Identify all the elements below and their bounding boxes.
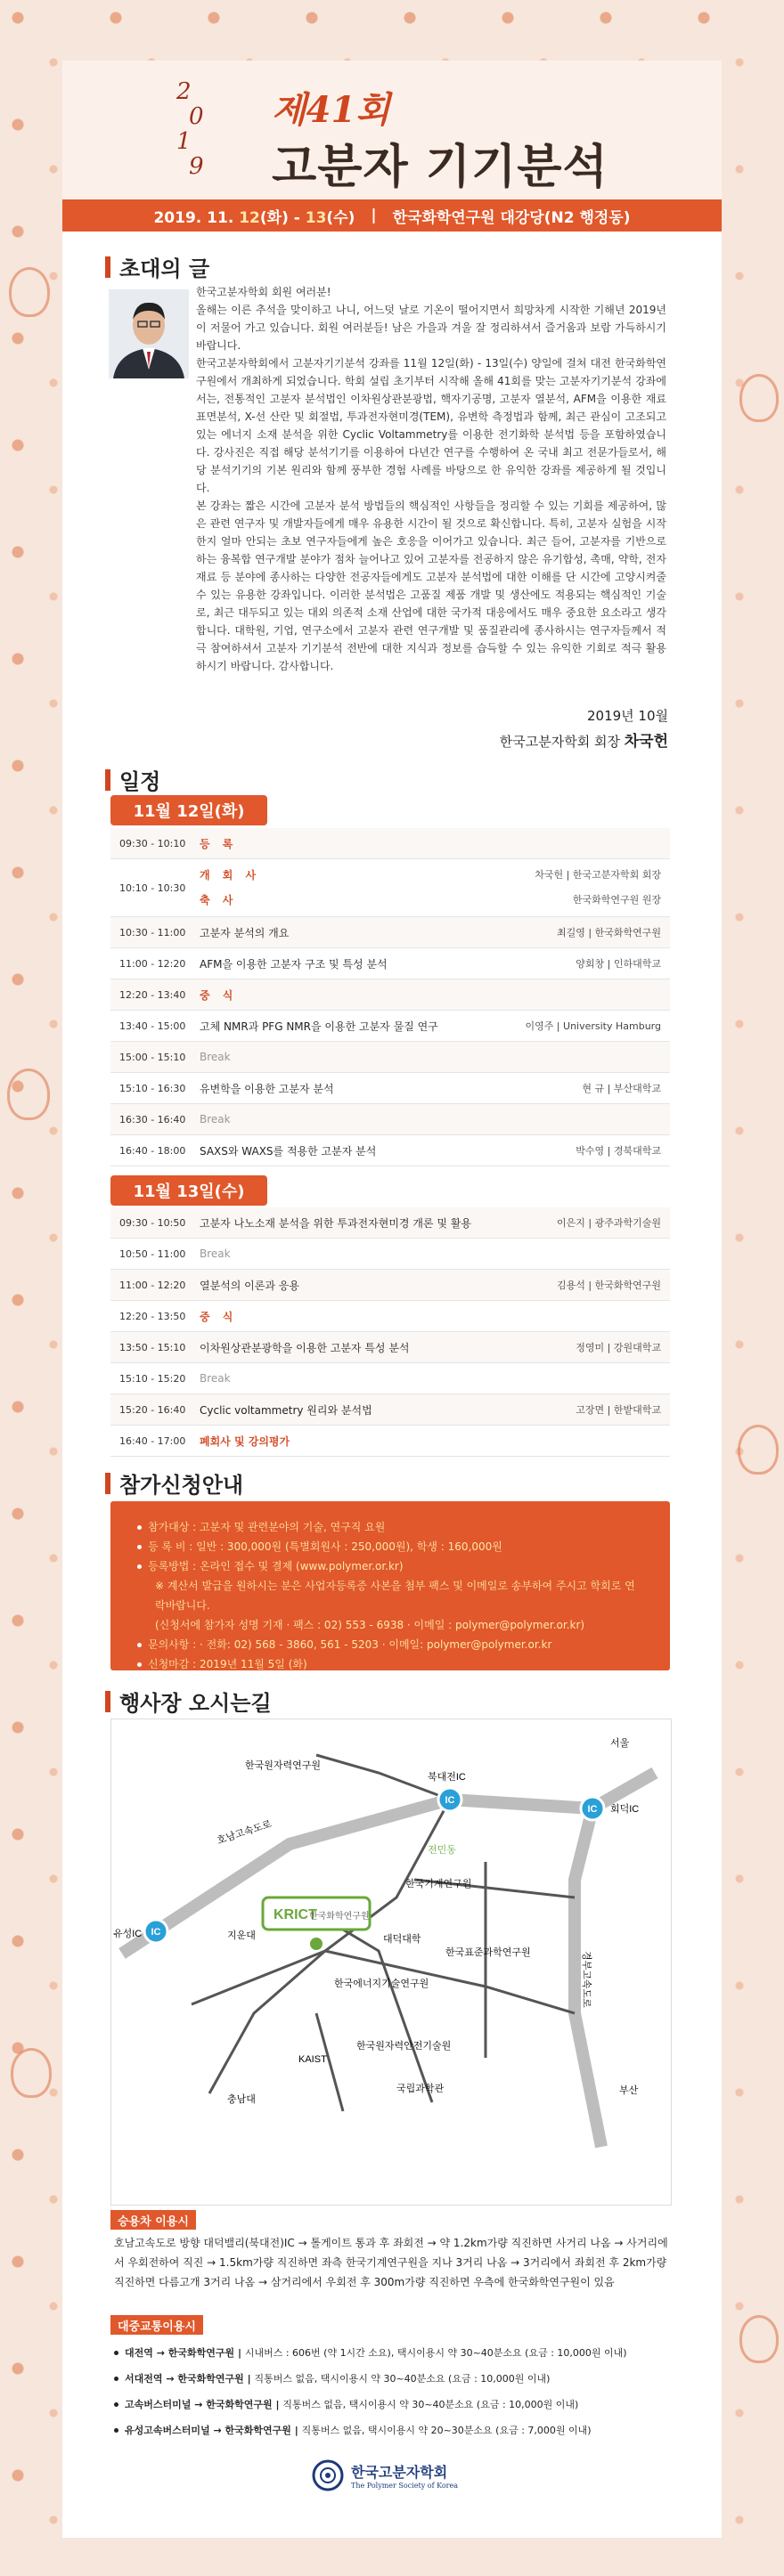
map-label: 국립과학관 [396, 2084, 445, 2094]
registration-item: 등 록 비 : 일반 : 300,000원 (특별회원사 : 250,000원), 학생 : 160,000원 [137, 1537, 643, 1556]
greeting-date: 2019년 10월 [586, 708, 668, 724]
transit-item: 서대전역 → 한국화학연구원 | 직통버스 없음, 택시이용시 약 30~40분소요 (요금 : 10,000원 이내) [114, 2366, 668, 2392]
schedule-title: 개 회 사 축 사 [200, 869, 261, 906]
greeting-paragraph: 올해는 이른 추석을 맞이하고 나니, 어느덧 날로 기온이 떨어지면서 희망차게 시작한 기해년 2019년이 저물어 가고 있습니다. 회원 여러분들! 남은 가을과 겨울 잘 정리하셔서 즐거움과 보람 가득하시기 바랍니다. [196, 304, 666, 352]
map-label: 부산 [619, 2085, 639, 2096]
transit-tag: 대중교통이용시 [110, 2315, 203, 2335]
schedule-row [110, 1104, 670, 1135]
schedule-row [110, 1301, 670, 1332]
section-heading-directions: 행사장 오시는길 [105, 1686, 272, 1717]
schedule-speaker: 정영미 | 강원대학교 [576, 1342, 661, 1353]
banner-venue: 한국화학연구원 대강당(N2 행정동) [392, 208, 631, 227]
transit-list [114, 2340, 668, 2443]
schedule-title: Break [200, 1113, 231, 1125]
greeting-signer: 한국고분자학회 회장 차국헌 [499, 733, 668, 751]
schedule-title: 이차원상관분광학을 이용한 고분자 특성 분석 [200, 1341, 410, 1354]
year-digit: 9 [189, 153, 204, 180]
schedule-speaker: 고장면 | 한밭대학교 [576, 1404, 661, 1416]
schedule-speaker: 이영주 | University Hamburg [525, 1020, 661, 1032]
transit-item: 대전역 → 한국화학연구원 | 시내버스 : 606번 (약 1시간 소요), 택시이용시 약 30~40분소요 (요금 : 10,000원 이내) [114, 2340, 668, 2366]
schedule-title: 중 식 [200, 988, 238, 1002]
map-label-seoul: 서울 [610, 1738, 630, 1749]
flask-icon [738, 1425, 779, 1475]
year-digit: 2 [176, 78, 192, 105]
map-label: 전민동 [428, 1845, 456, 1856]
ic-marker: IC [151, 1927, 161, 1938]
schedule-title: Break [200, 1051, 231, 1063]
registration-note: (신청서에 참가자 성명 기재 · 팩스 : 02) 553 - 6938 · 이메일 : polymer@polymer.or.kr) [155, 1619, 585, 1631]
schedule-speaker: 최길영 | 한국화학연구원 [557, 927, 661, 939]
map-label: 회덕IC [610, 1804, 640, 1815]
schedule-time: 15:20 - 16:40 [119, 1403, 186, 1416]
map-label-highway: 호남고속도로 [216, 1818, 274, 1847]
schedule-row [110, 948, 670, 979]
schedule-title: 고분자 나노소재 분석을 위한 투과전자현미경 개론 및 활용 [200, 1216, 471, 1230]
schedule-row [110, 1394, 670, 1426]
schedule-time: 16:30 - 16:40 [119, 1113, 186, 1125]
schedule-speaker: 양회창 | 인하대학교 [576, 958, 661, 970]
schedule-time: 11:00 - 12:20 [119, 1279, 186, 1291]
schedule-row [110, 1426, 670, 1457]
year-digit: 0 [189, 103, 204, 130]
schedule-time: 15:10 - 15:20 [119, 1372, 186, 1385]
flask-icon [739, 374, 779, 422]
schedule-time: 15:00 - 15:10 [119, 1051, 186, 1063]
map-label: 한국표준과학연구원 [445, 1947, 531, 1958]
map-label: 북대전IC [428, 1772, 466, 1783]
schedule-title: 고체 NMR과 PFG NMR을 이용한 고분자 물질 연구 [200, 1020, 438, 1033]
registration-item: 문의사항 : · 전화: 02) 568 - 3860, 561 - 5203 · 이메일: polymer@polymer.or.kr [137, 1635, 643, 1654]
schedule-row [110, 917, 670, 948]
map-label: 충남대 [227, 2094, 256, 2105]
schedule-time: 11:00 - 12:20 [119, 957, 186, 970]
banner-date: 2019. 11. 12(화) - 13(수) [153, 208, 355, 227]
banner-separator: | [371, 207, 377, 224]
schedule-time: 10:30 - 11:00 [119, 926, 186, 939]
greeting-text [196, 283, 666, 675]
flask-icon [11, 2048, 52, 2098]
president-photo [109, 289, 189, 378]
schedule-title: Break [200, 1372, 231, 1385]
map-label: KAIST [298, 2054, 327, 2065]
map-label: 지운대 [227, 1930, 256, 1941]
schedule-speaker: 이은지 | 광주과학기술원 [557, 1217, 661, 1229]
schedule-title: 열분석의 이론과 응용 [200, 1279, 299, 1292]
greeting-paragraph: 본 강좌는 짧은 시간에 고분자 분석 방법들의 핵심적인 사항들을 정리할 수 있는 기회를 제공하여, 많은 관련 연구자 및 개발자들에게 매우 유용한 시간이 될 것으로 확신합니다. 특히, 고분자 실험을 시작한지 얼마 안되는 초보 연구자들에게 높은 호응을 이어가고 있습니다. 최근 들어, 고분자를 기반으로 하는 융복합 연구개발 분야가 점차 늘어나고 있어 고분자를 전공하지 않은 유기합성, 촉매, 약학, 전자재료 등 분야에 종사하는 다양한 전공자들에게도 고분자 분석법에 대한 이해를 단 시간에 고양시켜줄 수 있는 유용한 강좌입니다. 이러한 분석법은 고품질 제품 개발 및 생산에도 적용되는 핵심적인 기술로, 최근 대두되고 있는 대외 의존적 소재 산업에 대한 국가적 대응에서도 매우 중요한 요소라고 생각합니다. 대학원, 기업, 연구소에서 고분자 관련 연구개발 및 품질관리에 종사하시는 연구자들께서 적극 참여하셔서 고분자 기기분석 전반에 대한 지식과 정보를 습득할 수 있는 유익한 기회로 적극 활용하시기 바랍니다. 감사합니다. [196, 500, 666, 672]
schedule-row [110, 1270, 670, 1301]
footer-org: 한국고분자학회 [351, 2464, 448, 2481]
schedule-speaker: 박수영 | 경북대학교 [576, 1145, 661, 1157]
schedule-time: 10:50 - 11:00 [119, 1247, 186, 1260]
schedule-time: 09:30 - 10:50 [119, 1216, 186, 1229]
schedule-time: 12:20 - 13:50 [119, 1310, 186, 1322]
section-heading-greeting: 초대의 글 [105, 251, 209, 282]
schedule-speaker: 김용석 | 한국화학연구원 [557, 1280, 661, 1291]
year-mark [169, 78, 232, 185]
signature [500, 706, 668, 751]
map-label-highway: 경부고속도로 [581, 1951, 592, 2008]
schedule-row [110, 1135, 670, 1166]
ic-marker: IC [445, 1795, 455, 1806]
schedule-title: 등 록 [200, 837, 238, 850]
registration-box [110, 1501, 670, 1670]
map-label: 한국원자력연구원 [245, 1760, 322, 1771]
transit-item: 고속버스터미널 → 한국화학연구원 | 직통버스 없음, 택시이용시 약 30~40분소요 (요금 : 10,000원 이내) [114, 2392, 668, 2418]
registration-item: 참가대상 : 고분자 및 관련분야의 기술, 연구직 요원 [137, 1517, 643, 1537]
schedule-row [110, 1073, 670, 1104]
day2-schedule-table [110, 1207, 670, 1457]
registration-item: 등록방법 : 온라인 접수 및 결제 (www.polymer.or.kr) [137, 1556, 643, 1576]
schedule-title: 폐회사 및 강의평가 [200, 1434, 290, 1448]
map-label: 한국기계연구원 [405, 1879, 472, 1889]
schedule-row [110, 828, 670, 859]
registration-item: 신청마감 : 2019년 11월 5일 (화) [137, 1654, 643, 1674]
schedule-row [110, 1332, 670, 1363]
flask-icon [9, 267, 50, 317]
schedule-speaker: 차국헌 | 한국고분자학회 회장 한국화학연구원 원장 [535, 869, 661, 906]
section-heading-registration: 참가신청안내 [105, 1467, 243, 1499]
year-digit: 1 [176, 128, 192, 155]
schedule-title: AFM을 이용한 고분자 구조 및 특성 분석 [200, 957, 388, 971]
schedule-time: 16:40 - 18:00 [119, 1144, 186, 1157]
schedule-title: Cyclic voltammetry 원리와 분석법 [200, 1403, 372, 1417]
map-label-krict-en: KRICT [274, 1907, 317, 1922]
schedule-time: 10:10 - 10:30 [119, 882, 186, 894]
car-tag: 승용차 이용시 [110, 2210, 196, 2230]
flask-icon [7, 1069, 50, 1120]
page-title: 고분자 기기분석 [272, 141, 608, 194]
schedule-row [110, 1011, 670, 1042]
map-label: 대덕대학 [383, 1934, 421, 1945]
map-label: 한국에너지기술연구원 [334, 1979, 429, 1989]
car-directions: 호남고속도로 방향 대덕밸리(북대전)IC → 톨게이트 통과 후 좌회전 → 약 1.2km가량 직진하면 사거리 나옴 → 사거리에서 우회전하여 직진 → 1.5km가량 직진하면 좌측 한국기계연구원을 지나 3거리 나옴 → 3거리에서 좌회전 후 2km가량 직진하면 다름고개 3거리 나옴 → 삼거리에서 우회전 후 300m가량 직진하면 우측에 한국화학연구원이 있음 [114, 2237, 668, 2288]
schedule-speaker: 현 규 | 부산대학교 [582, 1083, 661, 1094]
ic-marker: IC [587, 1804, 598, 1815]
society-logo-icon [312, 2459, 344, 2491]
greeting-paragraph: 한국고분자학회 회원 여러분! [196, 286, 331, 298]
footer-logo [312, 2458, 472, 2493]
schedule-title: 유변학을 이용한 고분자 분석 [200, 1082, 334, 1095]
schedule-title: 중 식 [200, 1310, 238, 1323]
schedule-title: 고분자 분석의 개요 [200, 926, 290, 939]
schedule-title: SAXS와 WAXS를 적용한 고분자 분석 [200, 1144, 377, 1158]
transit-item: 유성고속버스터미널 → 한국화학연구원 | 직통버스 없음, 택시이용시 약 20~30분소요 (요금 : 7,000원 이내) [114, 2418, 668, 2443]
greeting-paragraph: 한국고분자학회에서 고분자기기분석 강좌를 11월 12일(화) - 13일(수) 양일에 걸쳐 대전 한국화학연구원에서 개최하게 되었습니다. 학회 설립 초기부터 시작해 올해 41회를 맞는 고분자기기분석 강좌에서는, 전통적인 고분자 분석법인 이차원상관분광법, 핵자기공명, 고분자 열분석, AFM을 이용한 재료 표면분석, X-선 산란 및 회절법, 투과전자현미경(TEM), 유변학 측정법과 함께, 최근 관심이 고조되고 있는 에너지 소재 분석을 위한 Cyclic Voltammetry를 이용한 전기화학 분석법 등을 포함하였습니다. 강사진은 직접 해당 분석기기를 이용하여 다년간 연구를 수행하여 온 국내 최고 전문가들로서, 해당 분석기기의 기본 원리와 함께 풍부한 경험 사례를 바탕으로 한 유익한 강좌를 제공하게 될 것입니다. [196, 357, 666, 494]
map-label: 유성IC [113, 1929, 143, 1939]
schedule-row [110, 1239, 670, 1270]
flask-icon [739, 2315, 779, 2363]
day2-label: 11월 13일(수) [110, 1175, 267, 1206]
schedule-time: 09:30 - 10:10 [119, 837, 186, 849]
schedule-time: 13:50 - 15:10 [119, 1341, 186, 1353]
schedule-row [110, 859, 670, 917]
schedule-row [110, 1363, 670, 1394]
schedule-row [110, 1207, 670, 1239]
schedule-row [110, 1042, 670, 1073]
schedule-row [110, 979, 670, 1011]
footer-org-en: The Polymer Society of Korea [351, 2482, 458, 2490]
map-label: 한국원자력안전기술원 [356, 2041, 452, 2052]
day1-label: 11월 12일(화) [110, 795, 267, 825]
schedule-title: Break [200, 1247, 231, 1260]
schedule-time: 13:40 - 15:00 [119, 1020, 186, 1032]
schedule-time: 16:40 - 17:00 [119, 1434, 186, 1447]
schedule-time: 15:10 - 16:30 [119, 1082, 186, 1094]
schedule-time: 12:20 - 13:40 [119, 988, 186, 1001]
section-heading-schedule: 일정 [105, 764, 160, 795]
edition-label: 제41회 [272, 89, 390, 131]
day1-schedule-table [110, 828, 670, 1166]
registration-note: ※ 계산서 발급을 원하시는 분은 사업자등록증 사본을 첨부 팩스 및 이메일로 송부하여 주시고 학회로 연락바랍니다. [155, 1580, 635, 1612]
location-map [110, 1719, 672, 2206]
map-label-krict-ko: 한국화학연구원 [309, 1912, 370, 1922]
date-venue-banner [62, 199, 722, 232]
